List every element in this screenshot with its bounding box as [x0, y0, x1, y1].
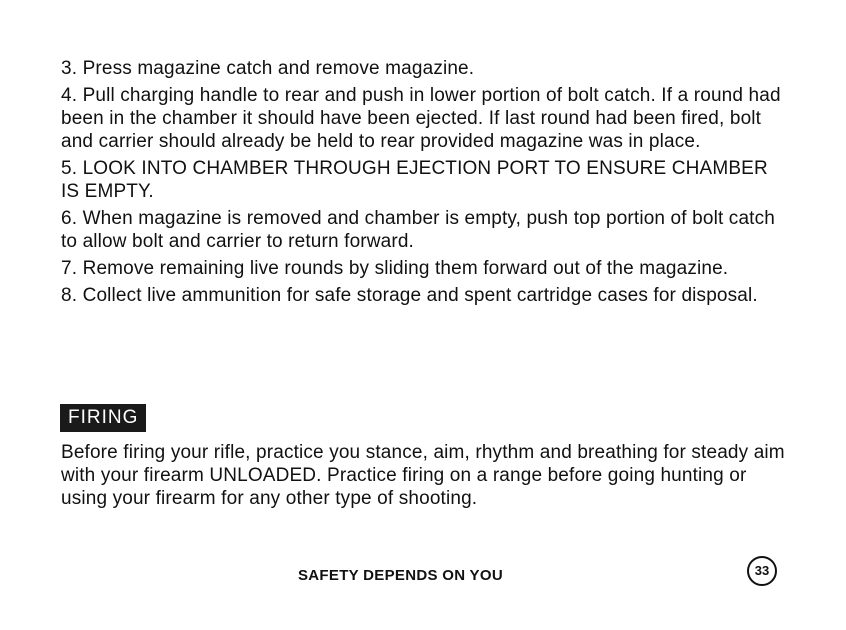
step-5: 5. LOOK INTO CHAMBER THROUGH EJECTION PORT TO ENSURE CHAMBER IS EMPTY. — [61, 158, 768, 202]
step-8: 8. Collect live ammunition for safe storage and spent cartridge cases for disposal. — [61, 285, 758, 306]
footer-slogan: SAFETY DEPENDS ON YOU — [298, 567, 503, 584]
page-number-badge: 33 — [747, 556, 777, 586]
step-6: 6. When magazine is removed and chamber is empty, push top portion of bolt catch to allow bolt and carrier to return forward. — [61, 208, 775, 252]
step-4: 4. Pull charging handle to rear and push in lower portion of bolt catch. If a round had been in the chamber it should have been ejected. If last round had been fired, bolt and carrier should already be held to rear provided magazine was in place. — [61, 85, 781, 152]
step-7: 7. Remove remaining live rounds by sliding them forward out of the magazine. — [61, 258, 729, 279]
firing-heading: FIRING — [60, 404, 146, 432]
step-3: 3. Press magazine catch and remove magazine. — [61, 58, 475, 79]
instruction-steps — [61, 57, 791, 311]
firing-paragraph: Before firing your rifle, practice you stance, aim, rhythm and breathing for steady aim with your firearm UNLOADED. Practice firing on a range before going hunting or using your firearm for any other type of shooting. — [61, 442, 785, 509]
